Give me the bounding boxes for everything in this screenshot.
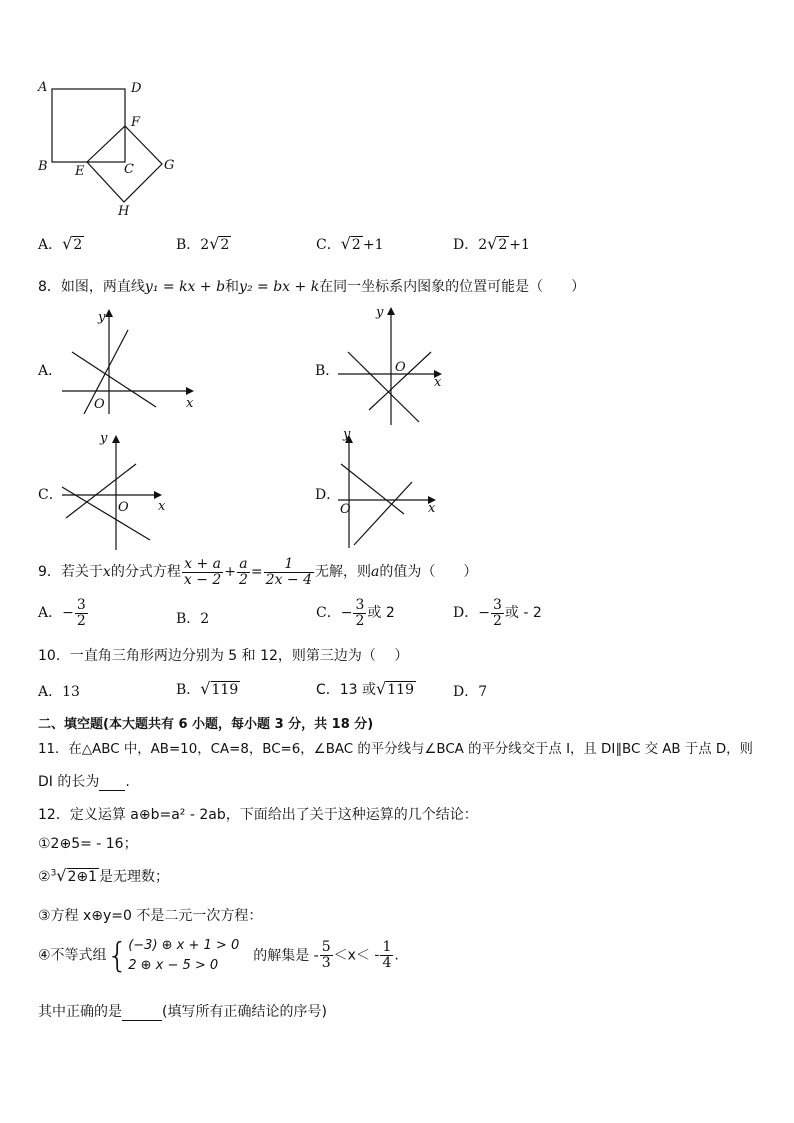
fig-label-b: B	[38, 159, 48, 174]
q8-option-d-label: D．	[315, 487, 341, 503]
graph-c-x: x	[158, 499, 166, 514]
q8-option-c-label: C．	[38, 487, 63, 503]
q8-graph-d	[334, 426, 448, 552]
q9-option-a: A．− $\frac{3}{2}$	[38, 597, 86, 629]
q10-stem: 10．一直角三角形两边分别为 5 和 12，则第三边为（ ）	[38, 648, 409, 664]
fig-label-a: A	[38, 80, 48, 95]
q9-option-d: D．− $\frac{3}{2}$ 或 - 2	[453, 597, 542, 629]
q7-option-a: A．√2	[38, 234, 83, 253]
fig-label-g: G	[164, 158, 175, 173]
q8-graph-a	[58, 306, 200, 418]
q12-answer-blank[interactable]	[122, 1004, 162, 1021]
q8-option-b-label: B．	[315, 363, 340, 379]
q7-option-b: B．2√2	[176, 234, 230, 253]
fig-label-h: H	[118, 204, 130, 219]
q12-answer-line: 其中正确的是 (填写所有正确结论的序号)	[38, 1004, 327, 1020]
q8-graph-b	[334, 300, 454, 430]
q10-option-c: C．13 或√119	[316, 679, 414, 698]
q9-option-c: C．− $\frac{3}{2}$ 或 2	[316, 597, 395, 629]
graph-d-o: O	[340, 502, 351, 517]
q10-option-a: A．13	[38, 684, 80, 700]
q12-conclusion-2: ②$^3$√2⊕1 是无理数；	[38, 866, 170, 885]
q10-option-d: D．7	[453, 684, 488, 700]
fig-label-d: D	[131, 81, 142, 96]
section-2-title: 二、填空题(本大题共有 6 小题，每小题 3 分，共 18 分)	[38, 717, 374, 732]
q11-line1: 11．在△ABC 中，AB=10，CA=8，BC=6，∠BAC 的平分线与∠BCA 的平分线交于点 I，且 DI∥BC 交 AB 于点 D，则	[38, 742, 753, 757]
fig-label-c: C	[124, 162, 134, 177]
graph-a-y: y	[98, 310, 106, 325]
q8-stem: 8．如图，两直线y₁ = kx + b和y₂ = bx + k在同一坐标系内图象的位置可能是（ ）	[38, 279, 586, 295]
q7-square-figure	[30, 76, 190, 226]
graph-a-x: x	[186, 396, 194, 411]
q9-stem: 9．若关于x的分式方程 $\frac{x + a}{x - 2}$ + $\frac{a}{2}$ = $\frac{1}{2x - 4}$ 无解，则a的值为（ ）	[38, 556, 478, 588]
graph-c-o: O	[118, 500, 129, 515]
q8-option-a-label: A．	[38, 363, 63, 379]
q7-option-d: D．2√2 +1	[453, 234, 530, 253]
fig-label-e: E	[75, 164, 85, 179]
q11-answer-blank[interactable]	[99, 774, 125, 791]
q11-line2: DI 的长为 .	[38, 774, 130, 790]
q10-option-b: B．√119	[176, 679, 239, 698]
fig-label-f: F	[131, 115, 141, 130]
graph-a-o: O	[94, 397, 105, 412]
graph-d-x: x	[428, 501, 436, 516]
q9-option-b: B．2	[176, 611, 210, 627]
q12-stem: 12．定义运算 a⊕b=a² - 2ab，下面给出了关于这种运算的几个结论：	[38, 807, 478, 823]
q12-conclusion-4: ④不等式组{ (−3) ⊕ x + 1 > 0 2 ⊕ x − 5 > 0 的解集是 - $\frac{5}{3}$ ＜x＜ - $\frac{1}{4}$ .	[38, 935, 399, 976]
graph-b-y: y	[376, 305, 384, 320]
q8-graph-c	[58, 430, 178, 555]
graph-d-y: y	[343, 427, 351, 442]
graph-b-o: O	[395, 360, 406, 375]
q7-option-c: C．√2 +1	[316, 234, 384, 253]
q12-conclusion-3: ③方程 x⊕y=0 不是二元一次方程：	[38, 908, 263, 924]
graph-b-x: x	[434, 375, 442, 390]
graph-c-y: y	[100, 431, 108, 446]
q12-conclusion-1: ①2⊕5= - 16；	[38, 836, 138, 852]
